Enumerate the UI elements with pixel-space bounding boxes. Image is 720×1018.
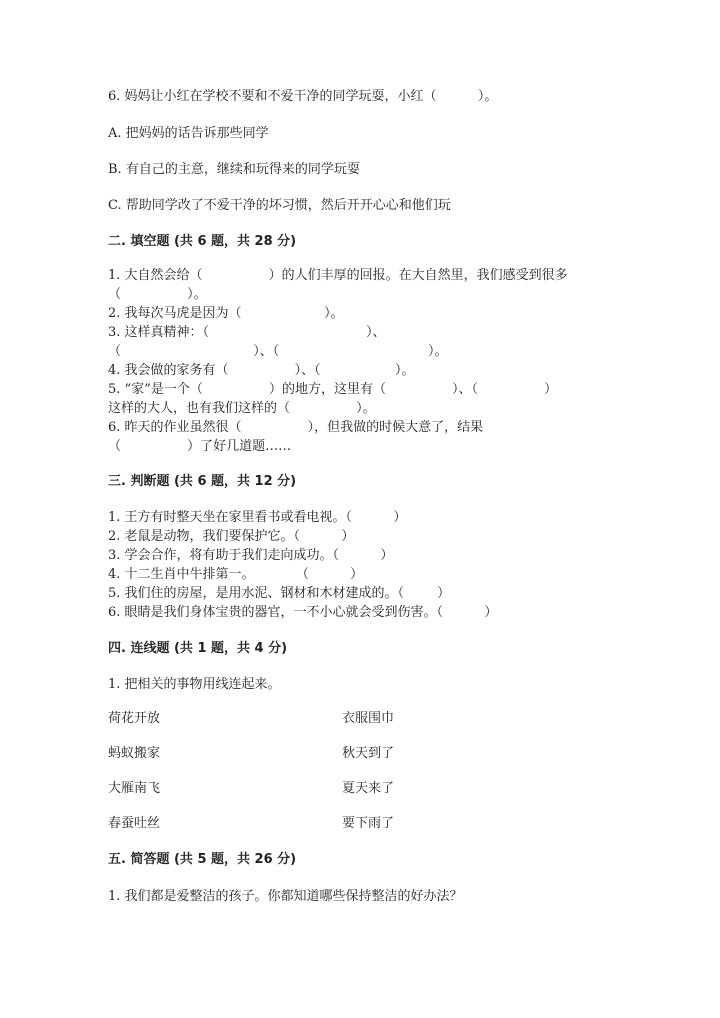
- match-right-item: 秋天到了: [342, 746, 395, 761]
- match-right-item: 夏天来了: [342, 781, 395, 796]
- fill-line: （ ）了好几道题……: [108, 439, 292, 454]
- fill-line: 3. 这样真精神：（ ）、: [108, 325, 386, 340]
- fill-line: 4. 我会做的家务有（ ）、（ ）。: [108, 363, 415, 378]
- match-left-item: 大雁南飞: [108, 781, 161, 796]
- fill-line: 5. “家”是一个（ ）的地方，这里有（ ）、（ ）: [108, 382, 558, 397]
- question-6-option-b: B. 有自己的主意，继续和玩得来的同学玩耍: [108, 162, 360, 177]
- fill-section-heading: 二. 填空题 (共 6 题，共 28 分): [108, 234, 297, 249]
- fill-line: 1. 大自然会给（ ）的人们丰厚的回报。在大自然里，我们感受到很多: [108, 268, 568, 283]
- fill-line: 这样的大人，也有我们这样的（ ）。: [108, 401, 376, 416]
- match-section-heading: 四. 连线题 (共 1 题，共 4 分): [108, 641, 288, 656]
- judge-line: 5. 我们住的房屋，是用水泥、钢材和木材建成的。（ ）: [108, 586, 451, 601]
- match-prompt: 1. 把相关的事物用线连起来。: [108, 677, 281, 692]
- question-6-stem: 6. 妈妈让小红在学校不要和不爱干净的同学玩耍，小红（ ）。: [108, 89, 498, 104]
- match-left-item: 荷花开放: [108, 711, 161, 726]
- judge-line: 4. 十二生肖中牛排第一。 （ ）: [108, 567, 364, 582]
- short-question-1: 1. 我们都是爱整洁的孩子。你都知道哪些保持整洁的好办法？: [108, 889, 463, 904]
- match-left-item: 春蚕吐丝: [108, 816, 161, 831]
- match-right-item: 衣服围巾: [342, 711, 395, 726]
- judge-line: 3. 学会合作，将有助于我们走向成功。（ ）: [108, 548, 394, 563]
- fill-line: 6. 昨天的作业虽然很（ ），但我做的时候大意了，结果: [108, 420, 484, 435]
- short-section-heading: 五. 简答题 (共 5 题，共 26 分): [108, 852, 297, 867]
- judge-line: 2. 老鼠是动物，我们要保护它。（ ）: [108, 529, 355, 544]
- match-left-item: 蚂蚁搬家: [108, 746, 161, 761]
- judge-section-heading: 三. 判断题 (共 6 题，共 12 分): [108, 474, 297, 489]
- judge-line: 6. 眼睛是我们身体宝贵的器官，一不小心就会受到伤害。（ ）: [108, 605, 498, 620]
- fill-line: 2. 我每次马虎是因为（ ）。: [108, 306, 344, 321]
- judge-line: 1. 王方有时整天坐在家里看书或看电视。（ ）: [108, 510, 407, 525]
- question-6-option-c: C. 帮助同学改了不爱干净的坏习惯，然后开开心心和他们玩: [108, 198, 451, 213]
- fill-line: （ ）、（ ）。: [108, 344, 448, 359]
- match-right-item: 要下雨了: [342, 816, 395, 831]
- question-6-option-a: A. 把妈妈的话告诉那些同学: [108, 126, 269, 141]
- fill-line: （ ）。: [108, 287, 207, 302]
